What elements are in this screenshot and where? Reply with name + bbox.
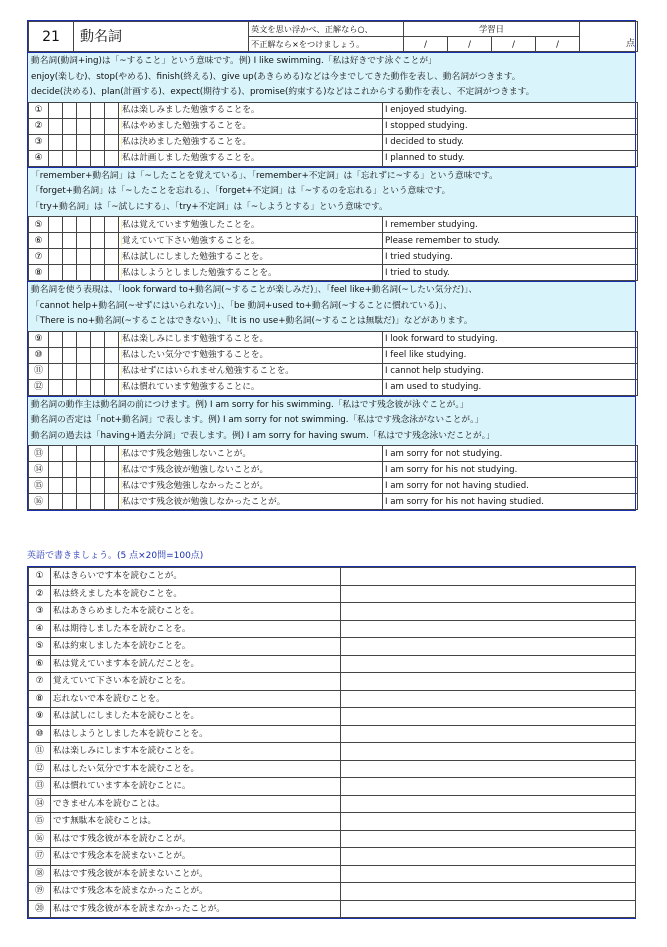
check-cell[interactable]: [49, 265, 63, 281]
check-cell[interactable]: [77, 331, 91, 347]
note-line: 「try+動名詞」は「~試しにする」、「try+不定詞」は「~しようとする」という意味です。: [31, 201, 388, 212]
japanese-sentence: 私は決めました勉強することを。: [119, 134, 383, 150]
practice-table-1: [28, 102, 638, 167]
exercise-row: [29, 655, 636, 673]
exercise-table: [28, 567, 636, 918]
answer-field[interactable]: [341, 848, 636, 866]
exercise-prompt: 私はです残念彼が本を読まないことが。: [51, 865, 341, 883]
item-number: ⑭: [29, 462, 49, 478]
exercise-number: ⑬: [29, 778, 51, 796]
check-cell[interactable]: [105, 446, 119, 462]
check-cell[interactable]: [105, 462, 119, 478]
study-date-label: 学習日: [404, 22, 580, 37]
check-cell[interactable]: [63, 265, 77, 281]
note-line: enjoy(楽しむ)、stop(やめる)、finish(終える)、give up(あきらめる)などは今までしてきた動作を表し、動名詞がつきます。: [31, 71, 521, 82]
instruction-line-2: 不正解なら×をつけましょう。: [249, 37, 404, 52]
exercise-row: [29, 813, 636, 831]
check-cell[interactable]: [91, 379, 105, 395]
check-cell[interactable]: [77, 249, 91, 265]
answer-field[interactable]: [341, 620, 636, 638]
answer-field[interactable]: [341, 813, 636, 831]
answer-field[interactable]: [341, 743, 636, 761]
exercise-row: [29, 603, 636, 621]
check-cell[interactable]: [77, 118, 91, 134]
exercise-row: [29, 830, 636, 848]
note-line: 動名詞の過去は「having+過去分詞」で表します。例) I am sorry for having swum.「私はです残念泳いだことが。」: [31, 430, 495, 441]
japanese-sentence: 私はしたい気分です勉強することを。: [119, 347, 383, 363]
exercise-row: [29, 795, 636, 813]
answer-field[interactable]: [341, 830, 636, 848]
exercise-prompt: 私は楽しみにします本を読むことを。: [51, 743, 341, 761]
exercise-row: [29, 690, 636, 708]
worksheet: [27, 20, 636, 511]
unit-number: 21: [29, 22, 74, 52]
practice-row: [29, 331, 638, 347]
item-number: ⑥: [29, 233, 49, 249]
explanation-3: [28, 281, 635, 331]
check-cell[interactable]: [91, 102, 105, 118]
item-number: ⑮: [29, 478, 49, 494]
explanation-1: [28, 52, 635, 102]
exercise-number: ⑳: [29, 900, 51, 918]
answer-field[interactable]: [341, 865, 636, 883]
practice-row: [29, 446, 638, 462]
answer-field[interactable]: [341, 655, 636, 673]
check-cell[interactable]: [63, 462, 77, 478]
exercise-number: ⑤: [29, 638, 51, 656]
points-label: 点: [580, 22, 638, 52]
check-cell[interactable]: [91, 363, 105, 379]
check-cell[interactable]: [77, 478, 91, 494]
english-answer: I feel like studying.: [383, 347, 638, 363]
exercise-prompt: 私は慣れています本を読むことに。: [51, 778, 341, 796]
item-number: ⑤: [29, 217, 49, 233]
check-cell[interactable]: [49, 102, 63, 118]
check-cell[interactable]: [105, 102, 119, 118]
english-answer: I decided to study.: [383, 134, 638, 150]
check-cell[interactable]: [63, 150, 77, 166]
check-cell[interactable]: [77, 102, 91, 118]
exercise-prompt: 私はしようとしました本を読むことを。: [51, 725, 341, 743]
note-line: decide(決める)、plan(計画する)、expect(期待する)、promise(約束する)などはこれからする動作を表し、不定詞がつきます。: [31, 87, 535, 97]
check-cell[interactable]: [63, 118, 77, 134]
note-line: 「cannot help+動名詞(~せずにはいられない)」、「be 動詞+used to+動名詞(~することに慣れている)」、: [31, 300, 452, 311]
check-cell[interactable]: [49, 494, 63, 510]
exercise-number: ④: [29, 620, 51, 638]
check-cell[interactable]: [63, 134, 77, 150]
header-table: [28, 21, 638, 52]
note-line: 動名詞の否定は「not+動名詞」で表します。例) I am sorry for not swimming.「私はです残念泳がないことが。」: [31, 415, 484, 425]
practice-table-3: [28, 331, 638, 396]
practice-row: [29, 102, 638, 118]
practice-row: [29, 134, 638, 150]
check-cell[interactable]: [49, 462, 63, 478]
japanese-sentence: 私は覚えています勉強したことを。: [119, 217, 383, 233]
item-number: ⑫: [29, 379, 49, 395]
english-answer: I enjoyed studying.: [383, 102, 638, 118]
japanese-sentence: 私はです残念勉強しなかったことが。: [119, 478, 383, 494]
note-line: 動名詞の動作主は動名詞の前につけます。例) I am sorry for his swimming.「私はです残念彼が泳ぐことが。」: [31, 399, 469, 410]
check-cell[interactable]: [49, 217, 63, 233]
answer-field[interactable]: [341, 778, 636, 796]
answer-field[interactable]: [341, 795, 636, 813]
item-number: ①: [29, 102, 49, 118]
english-answer: I am used to studying.: [383, 379, 638, 395]
check-cell[interactable]: [105, 217, 119, 233]
check-cell[interactable]: [63, 347, 77, 363]
check-cell[interactable]: [91, 478, 105, 494]
check-cell[interactable]: [49, 446, 63, 462]
note-line: 動名詞(動詞+ing)は「~すること」という意味です。例) I like swimming.「私は好きです泳ぐことが」: [31, 56, 437, 66]
item-number: ③: [29, 134, 49, 150]
check-cell[interactable]: [91, 217, 105, 233]
item-number: ④: [29, 150, 49, 166]
check-cell[interactable]: [105, 363, 119, 379]
check-cell[interactable]: [49, 249, 63, 265]
exercise-prompt: 私は覚えています本を読んだことを。: [51, 655, 341, 673]
english-answer: I remember studying.: [383, 217, 638, 233]
check-cell[interactable]: [49, 233, 63, 249]
exercise-prompt: 忘れないで本を読むことを。: [51, 690, 341, 708]
check-cell[interactable]: [91, 446, 105, 462]
instruction-line-1: 英文を思い浮かべ、正解なら○、: [249, 22, 404, 37]
japanese-sentence: 私は楽しみにします勉強することを。: [119, 331, 383, 347]
check-cell[interactable]: [105, 379, 119, 395]
exercise-number: ⑧: [29, 690, 51, 708]
practice-row: [29, 118, 638, 134]
answer-field[interactable]: [341, 585, 636, 603]
exercise-row: [29, 673, 636, 691]
item-number: ⑯: [29, 494, 49, 510]
exercise-number: ⑯: [29, 830, 51, 848]
exercise-prompt: 私は終えました本を読むことを。: [51, 585, 341, 603]
check-cell[interactable]: [63, 102, 77, 118]
english-answer: I am sorry for not having studied.: [383, 478, 638, 494]
exercise-prompt: 覚えていて下さい本を読むことを。: [51, 673, 341, 691]
english-answer: I tried studying.: [383, 249, 638, 265]
exercise-prompt: 私はしたい気分です本を読むことを。: [51, 760, 341, 778]
note-line: 動名詞を使う表現は、「look forward to+動名詞(~することが楽しみだ)」、「feel like+動名詞(~したい気分だ)」、: [31, 285, 478, 295]
check-cell[interactable]: [49, 331, 63, 347]
exercise-row: [29, 620, 636, 638]
answer-field[interactable]: [341, 900, 636, 918]
exercise-number: ⑭: [29, 795, 51, 813]
page-title: 動名詞: [74, 22, 249, 52]
english-answer: I stopped studying.: [383, 118, 638, 134]
check-cell[interactable]: [49, 118, 63, 134]
answer-field[interactable]: [341, 690, 636, 708]
exercise-number: ⑫: [29, 760, 51, 778]
check-cell[interactable]: [91, 150, 105, 166]
check-cell[interactable]: [91, 494, 105, 510]
exercise-number: ⑪: [29, 743, 51, 761]
item-number: ⑬: [29, 446, 49, 462]
exercise-number: ⑲: [29, 883, 51, 901]
english-answer: I cannot help studying.: [383, 363, 638, 379]
exercise-row: [29, 778, 636, 796]
check-cell[interactable]: [49, 363, 63, 379]
check-cell[interactable]: [91, 134, 105, 150]
answer-field[interactable]: [341, 760, 636, 778]
japanese-sentence: 私は計画しました勉強することを。: [119, 150, 383, 166]
check-cell[interactable]: [49, 134, 63, 150]
exercise-number: ⑥: [29, 655, 51, 673]
exercise-row: [29, 848, 636, 866]
check-cell[interactable]: [77, 379, 91, 395]
exercise-row: [29, 760, 636, 778]
exercise-instruction: 英語で書きましょう。(5 点×20問=100点): [27, 551, 204, 561]
exercise-number: ①: [29, 568, 51, 586]
practice-row: [29, 363, 638, 379]
practice-row: [29, 265, 638, 281]
japanese-sentence: 私はです残念勉強しないことが。: [119, 446, 383, 462]
check-cell[interactable]: [77, 134, 91, 150]
check-cell[interactable]: [91, 331, 105, 347]
japanese-sentence: 私はです残念彼が勉強しなかったことが。: [119, 494, 383, 510]
check-cell[interactable]: [63, 379, 77, 395]
japanese-sentence: 私はやめました勉強することを。: [119, 118, 383, 134]
exercise-row: [29, 708, 636, 726]
check-cell[interactable]: [105, 331, 119, 347]
check-cell[interactable]: [63, 217, 77, 233]
note-line: 「remember+動名詞」は「~したことを覚えている」、「remember+不定詞」は「忘れずに~する」という意味です。: [31, 170, 498, 181]
date-field-2[interactable]: /: [448, 37, 492, 52]
exercise-number: ⑦: [29, 673, 51, 691]
english-answer: I tried to study.: [383, 265, 638, 281]
item-number: ⑧: [29, 265, 49, 281]
check-cell[interactable]: [105, 150, 119, 166]
exercise-number: ⑮: [29, 813, 51, 831]
practice-row: [29, 347, 638, 363]
exercise-prompt: 私はあきらめました本を読むことを。: [51, 603, 341, 621]
exercise-row: [29, 638, 636, 656]
exercise-prompt: です無駄本を読むことは。: [51, 813, 341, 831]
check-cell[interactable]: [105, 233, 119, 249]
answer-field[interactable]: [341, 638, 636, 656]
check-cell[interactable]: [77, 363, 91, 379]
answer-field[interactable]: [341, 568, 636, 586]
japanese-sentence: 私はです残念彼が勉強しないことが。: [119, 462, 383, 478]
exercise-prompt: 私はです残念本を読まなかったことが。: [51, 883, 341, 901]
english-answer: I planned to study.: [383, 150, 638, 166]
check-cell[interactable]: [49, 379, 63, 395]
english-answer: I am sorry for his not having studied.: [383, 494, 638, 510]
practice-row: [29, 478, 638, 494]
exercise-row: [29, 743, 636, 761]
note-line: 「There is no+動名詞(~することはできない)」、「It is no use+動名詞(~することは無駄だ)」などがあります。: [31, 316, 473, 326]
exercise-number: ②: [29, 585, 51, 603]
exercise-prompt: 私はです残念彼が本を読まなかったことが。: [51, 900, 341, 918]
practice-row: [29, 217, 638, 233]
practice-row: [29, 494, 638, 510]
check-cell[interactable]: [91, 118, 105, 134]
exercise-number: ⑩: [29, 725, 51, 743]
check-cell[interactable]: [105, 478, 119, 494]
check-cell[interactable]: [77, 150, 91, 166]
practice-row: [29, 150, 638, 166]
exercise-row: [29, 865, 636, 883]
answer-field[interactable]: [341, 708, 636, 726]
exercise-prompt: 私はです残念彼が本を読むことが。: [51, 830, 341, 848]
item-number: ⑪: [29, 363, 49, 379]
check-cell[interactable]: [105, 494, 119, 510]
note-line: 「forget+動名詞」は「~したことを忘れる」、「forget+不定詞」は「~するのを忘れる」という意味です。: [31, 186, 451, 196]
check-cell[interactable]: [77, 217, 91, 233]
item-number: ⑨: [29, 331, 49, 347]
exercise-row: [29, 725, 636, 743]
check-cell[interactable]: [63, 331, 77, 347]
japanese-sentence: 覚えていて下さい勉強することを。: [119, 233, 383, 249]
japanese-sentence: 私は慣れています勉強することに。: [119, 379, 383, 395]
exercise-prompt: 私は期待しました本を読むことを。: [51, 620, 341, 638]
check-cell[interactable]: [77, 347, 91, 363]
item-number: ⑩: [29, 347, 49, 363]
header-block: [27, 20, 636, 511]
item-number: ②: [29, 118, 49, 134]
exercise-prompt: 私は試しにしました本を読むことを。: [51, 708, 341, 726]
check-cell[interactable]: [91, 249, 105, 265]
check-cell[interactable]: [77, 446, 91, 462]
japanese-sentence: 私はしようとしました勉強することを。: [119, 265, 383, 281]
check-cell[interactable]: [49, 478, 63, 494]
answer-field[interactable]: [341, 603, 636, 621]
exercise-block: [27, 566, 636, 919]
english-answer: Please remember to study.: [383, 233, 638, 249]
exercise-prompt: 私は約束しました本を読むことを。: [51, 638, 341, 656]
check-cell[interactable]: [49, 347, 63, 363]
japanese-sentence: 私は楽しみました勉強することを。: [119, 102, 383, 118]
english-answer: I am sorry for his not studying.: [383, 462, 638, 478]
exercise-row: [29, 883, 636, 901]
item-number: ⑦: [29, 249, 49, 265]
check-cell[interactable]: [77, 462, 91, 478]
practice-row: [29, 379, 638, 395]
answer-field[interactable]: [341, 883, 636, 901]
check-cell[interactable]: [91, 233, 105, 249]
check-cell[interactable]: [63, 249, 77, 265]
practice-row: [29, 462, 638, 478]
check-cell[interactable]: [49, 150, 63, 166]
check-cell[interactable]: [105, 347, 119, 363]
exercise-number: ⑱: [29, 865, 51, 883]
check-cell[interactable]: [63, 446, 77, 462]
check-cell[interactable]: [105, 118, 119, 134]
practice-table-2: [28, 216, 638, 281]
exercise-number: ⑰: [29, 848, 51, 866]
exercise-prompt: 私はです残念本を読まないことが。: [51, 848, 341, 866]
check-cell[interactable]: [91, 347, 105, 363]
date-field-1[interactable]: /: [404, 37, 448, 52]
check-cell[interactable]: [63, 363, 77, 379]
exercise-row: [29, 568, 636, 586]
date-field-4[interactable]: /: [536, 37, 580, 52]
check-cell[interactable]: [77, 265, 91, 281]
explanation-2: [28, 167, 635, 217]
check-cell[interactable]: [91, 462, 105, 478]
practice-row: [29, 233, 638, 249]
japanese-sentence: 私は試しにしました勉強することを。: [119, 249, 383, 265]
exercise-row: [29, 585, 636, 603]
date-field-3[interactable]: /: [492, 37, 536, 52]
check-cell[interactable]: [105, 134, 119, 150]
english-answer: I look forward to studying.: [383, 331, 638, 347]
check-cell[interactable]: [77, 233, 91, 249]
english-answer: I am sorry for not studying.: [383, 446, 638, 462]
exercise-number: ③: [29, 603, 51, 621]
japanese-sentence: 私はせずにはいられません勉強することを。: [119, 363, 383, 379]
check-cell[interactable]: [63, 478, 77, 494]
exercise-row: [29, 900, 636, 918]
exercise-number: ⑨: [29, 708, 51, 726]
answer-field[interactable]: [341, 673, 636, 691]
answer-field[interactable]: [341, 725, 636, 743]
check-cell[interactable]: [63, 494, 77, 510]
check-cell[interactable]: [63, 233, 77, 249]
practice-row: [29, 249, 638, 265]
check-cell[interactable]: [105, 249, 119, 265]
exercise-prompt: できません本を読むことは。: [51, 795, 341, 813]
explanation-4: [28, 396, 635, 446]
check-cell[interactable]: [105, 265, 119, 281]
check-cell[interactable]: [77, 494, 91, 510]
practice-table-4: [28, 445, 638, 510]
check-cell[interactable]: [91, 265, 105, 281]
exercise-prompt: 私はきらいです本を読むことが。: [51, 568, 341, 586]
